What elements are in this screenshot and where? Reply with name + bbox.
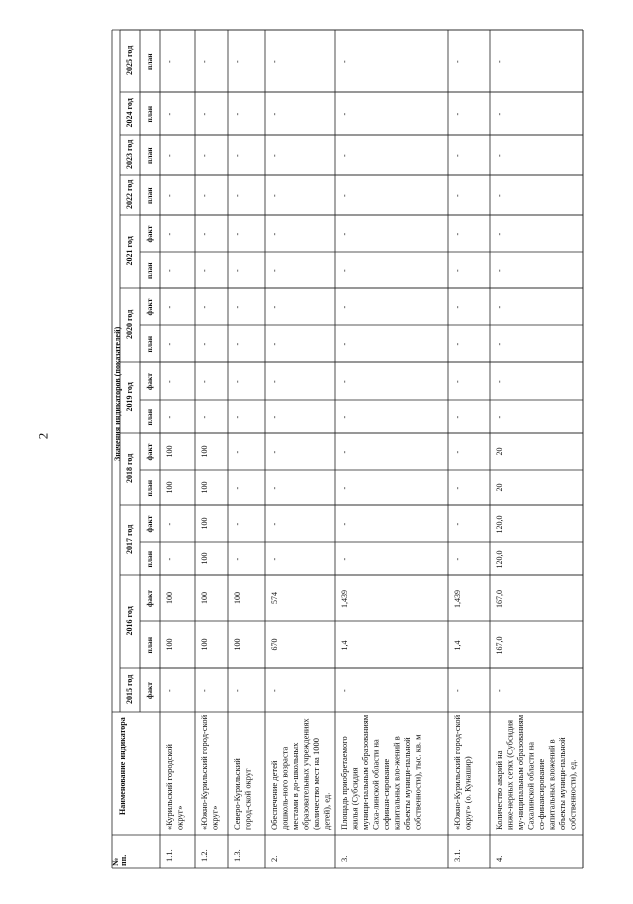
- cell-value: -: [165, 112, 174, 116]
- row-name: Обеспечение детей: [269, 760, 279, 830]
- cell-value: -: [340, 112, 349, 116]
- cell-value: -: [233, 112, 242, 116]
- cell-value: 670: [270, 638, 279, 651]
- row-number: 1.2.: [199, 849, 209, 862]
- cell-value: -: [233, 305, 242, 309]
- plan-fact-header: план: [145, 335, 154, 353]
- cell-value: -: [453, 450, 462, 454]
- cell-value: 100: [165, 638, 174, 651]
- year-header: 2023 год: [125, 139, 134, 169]
- cell-value: -: [270, 380, 279, 383]
- row-name: капитальных вло-жений в: [391, 736, 402, 830]
- cell-value: -: [200, 194, 209, 197]
- plan-fact-header: факт: [145, 515, 154, 533]
- year-header: 2019 год: [125, 382, 134, 412]
- cell-value: -: [453, 689, 462, 692]
- cell-value: -: [270, 689, 279, 692]
- cell-value: -: [200, 232, 209, 236]
- plan-fact-header: план: [145, 550, 154, 568]
- cell-value: -: [165, 557, 174, 561]
- cell-value: 100: [165, 445, 174, 458]
- row-name: муници-пальным образованиям: [360, 714, 370, 830]
- row-name: образовательных учреждениях: [300, 718, 311, 830]
- cell-value: -: [453, 522, 462, 526]
- cell-value: -: [495, 342, 504, 346]
- plan-fact-header: план: [145, 187, 154, 204]
- plan-fact-header: факт: [145, 682, 154, 699]
- year-header: 2017 год: [125, 524, 134, 554]
- group-header: Значения индикаторов (показателей): [113, 326, 122, 461]
- cell-value: -: [453, 154, 462, 157]
- page-number: 2: [35, 432, 51, 440]
- cell-value: -: [340, 415, 349, 419]
- cell-value: -: [495, 415, 504, 419]
- row-name: Северо-Курильский: [232, 758, 242, 830]
- plan-fact-header: факт: [145, 298, 154, 316]
- row-name: город-ской округ: [242, 768, 253, 830]
- row-name: со-финансирование: [536, 758, 546, 830]
- cell-value: -: [340, 194, 349, 197]
- row-name: собственности), тыс. кв. м: [412, 734, 423, 830]
- plan-fact-header: план: [145, 53, 154, 70]
- row-number: 3.1.: [452, 849, 462, 862]
- row-name: Саха-линской области на: [370, 739, 381, 830]
- row-name: округ»: [174, 805, 185, 830]
- row-number: 1.3.: [232, 849, 242, 862]
- plan-fact-header: факт: [145, 373, 154, 390]
- cell-value: -: [200, 305, 209, 309]
- cell-value: -: [200, 689, 209, 692]
- cell-value: -: [340, 522, 349, 526]
- cell-value: 100: [165, 481, 174, 494]
- year-header: 2015 год: [125, 674, 134, 704]
- cell-value: -: [270, 557, 279, 561]
- cell-value: -: [453, 380, 462, 383]
- plan-fact-header: план: [145, 636, 154, 654]
- cell-value: -: [233, 269, 242, 272]
- cell-value: 120,0: [495, 550, 504, 569]
- cell-value: -: [495, 112, 504, 116]
- cell-value: -: [200, 415, 209, 419]
- cell-value: -: [340, 232, 349, 236]
- row-name: округ»: [209, 805, 220, 830]
- row-name: Площадь приобретаемого: [339, 736, 349, 830]
- cell-value: -: [200, 112, 209, 116]
- cell-value: -: [165, 232, 174, 236]
- cell-value: 100: [233, 638, 242, 651]
- cell-value: -: [233, 522, 242, 526]
- cell-value: 1,4: [453, 640, 462, 651]
- cell-value: -: [165, 689, 174, 692]
- cell-value: -: [165, 415, 174, 419]
- cell-value: -: [270, 194, 279, 197]
- plan-fact-header: план: [145, 105, 154, 123]
- plan-fact-header: план: [145, 479, 154, 497]
- row-name: софинан-сирование: [381, 758, 391, 830]
- row-name: жилья (Субсидия: [349, 767, 360, 830]
- year-header: 2025 год: [125, 45, 134, 75]
- year-header: 2022 год: [125, 179, 134, 209]
- cell-value: 100: [200, 517, 209, 530]
- cell-value: -: [495, 380, 504, 383]
- cell-value: -: [200, 342, 209, 346]
- row-name: детей), ед.: [321, 792, 332, 830]
- year-header: 2020 год: [125, 309, 134, 339]
- cell-value: -: [165, 60, 174, 63]
- cell-value: -: [453, 60, 462, 63]
- cell-value: -: [165, 522, 174, 526]
- plan-fact-header: план: [145, 147, 154, 164]
- cell-value: 100: [200, 592, 209, 604]
- cell-value: -: [165, 305, 174, 309]
- row-name: му-ниципальным образованиям: [515, 714, 525, 830]
- row-name: «Южно-Курильский город-ской: [452, 714, 462, 830]
- cell-value: -: [495, 194, 504, 197]
- cell-value: -: [453, 305, 462, 309]
- row-number: 3.: [339, 855, 349, 862]
- row-name: «Курильский городской: [164, 744, 174, 830]
- cell-value: -: [233, 342, 242, 346]
- row-number: 4.: [494, 855, 504, 862]
- cell-value: -: [200, 269, 209, 272]
- cell-value: -: [270, 450, 279, 454]
- year-header: 2016 год: [125, 606, 134, 636]
- cell-value: -: [270, 486, 279, 490]
- cell-value: -: [340, 154, 349, 157]
- cell-value: 20: [495, 483, 504, 492]
- cell-value: -: [270, 232, 279, 236]
- cell-value: -: [270, 342, 279, 346]
- cell-value: -: [270, 522, 279, 526]
- cell-value: -: [453, 194, 462, 197]
- row-name: объекты муници-пальной: [402, 737, 412, 830]
- year-header: 2018 год: [125, 453, 134, 483]
- row-name: местами в до-школьных: [290, 742, 300, 830]
- cell-value: -: [340, 60, 349, 63]
- cell-value: 100: [200, 552, 209, 565]
- cell-value: 1,439: [453, 590, 462, 608]
- cell-value: -: [270, 269, 279, 272]
- cell-value: -: [453, 486, 462, 490]
- cell-value: -: [495, 689, 504, 692]
- cell-value: -: [453, 342, 462, 346]
- row-name: Количество аварий на: [494, 750, 504, 830]
- cell-value: -: [270, 60, 279, 63]
- plan-fact-header: план: [145, 408, 154, 426]
- num-header: №: [111, 857, 120, 866]
- cell-value: -: [340, 689, 349, 692]
- cell-value: -: [495, 154, 504, 157]
- cell-value: -: [270, 305, 279, 309]
- cell-value: -: [340, 450, 349, 454]
- plan-fact-header: план: [145, 262, 154, 279]
- row-name: Сахалинской области на: [525, 741, 536, 830]
- cell-value: -: [340, 557, 349, 561]
- row-name: объекты муници-пальной: [557, 737, 567, 830]
- cell-value: -: [453, 112, 462, 116]
- cell-value: 100: [165, 592, 174, 604]
- cell-value: -: [270, 112, 279, 116]
- cell-value: -: [233, 232, 242, 236]
- cell-value: -: [495, 305, 504, 309]
- cell-value: -: [495, 269, 504, 272]
- cell-value: -: [233, 194, 242, 197]
- cell-value: -: [165, 380, 174, 383]
- cell-value: -: [165, 194, 174, 197]
- plan-fact-header: факт: [145, 443, 154, 461]
- row-number: 1.1.: [164, 849, 174, 862]
- name-header: Наименование индикатора: [118, 717, 127, 815]
- num-header: пп.: [119, 854, 128, 866]
- cell-value: -: [200, 60, 209, 63]
- cell-value: -: [340, 342, 349, 346]
- cell-value: -: [233, 486, 242, 490]
- row-number: 2.: [269, 855, 279, 862]
- row-name: дошколь-ного возраста: [279, 746, 290, 830]
- cell-value: 167,0: [495, 636, 504, 655]
- year-header: 2021 год: [125, 236, 134, 266]
- row-name: инже-нерных сетях (Субсидия: [504, 719, 515, 830]
- cell-value: 100: [233, 592, 242, 604]
- cell-value: -: [453, 557, 462, 561]
- cell-value: 100: [200, 481, 209, 494]
- cell-value: 100: [200, 445, 209, 458]
- cell-value: -: [453, 269, 462, 272]
- cell-value: -: [340, 486, 349, 490]
- cell-value: -: [233, 154, 242, 157]
- cell-value: 167,0: [495, 590, 504, 608]
- cell-value: -: [200, 154, 209, 157]
- cell-value: 574: [270, 592, 279, 604]
- cell-value: -: [340, 269, 349, 272]
- cell-value: 1,439: [340, 590, 349, 608]
- cell-value: -: [233, 557, 242, 561]
- row-name: капитальных вложений в: [546, 739, 557, 830]
- cell-value: -: [165, 342, 174, 346]
- cell-value: 1,4: [340, 640, 349, 651]
- cell-value: 20: [495, 447, 504, 456]
- cell-value: -: [495, 232, 504, 236]
- cell-value: -: [233, 415, 242, 419]
- row-name: округ» (о. Кунашир): [462, 756, 473, 830]
- row-name: собственности), ед.: [567, 759, 578, 830]
- cell-value: -: [453, 232, 462, 236]
- cell-value: -: [165, 154, 174, 157]
- cell-value: -: [270, 415, 279, 419]
- cell-value: -: [233, 60, 242, 63]
- cell-value: 120,0: [495, 515, 504, 534]
- plan-fact-header: факт: [145, 590, 154, 607]
- cell-value: -: [495, 60, 504, 63]
- cell-value: 100: [200, 638, 209, 651]
- cell-value: -: [165, 269, 174, 272]
- cell-value: -: [233, 380, 242, 383]
- plan-fact-header: факт: [145, 225, 154, 243]
- year-header: 2024 год: [125, 98, 134, 128]
- cell-value: -: [453, 415, 462, 419]
- cell-value: -: [340, 305, 349, 309]
- cell-value: -: [233, 689, 242, 692]
- cell-value: -: [200, 380, 209, 383]
- cell-value: -: [233, 450, 242, 454]
- row-name: «Южно-Курильский город-ской: [199, 714, 209, 830]
- cell-value: -: [340, 380, 349, 383]
- row-name: (количество мест на 1000: [311, 738, 321, 830]
- cell-value: -: [270, 154, 279, 157]
